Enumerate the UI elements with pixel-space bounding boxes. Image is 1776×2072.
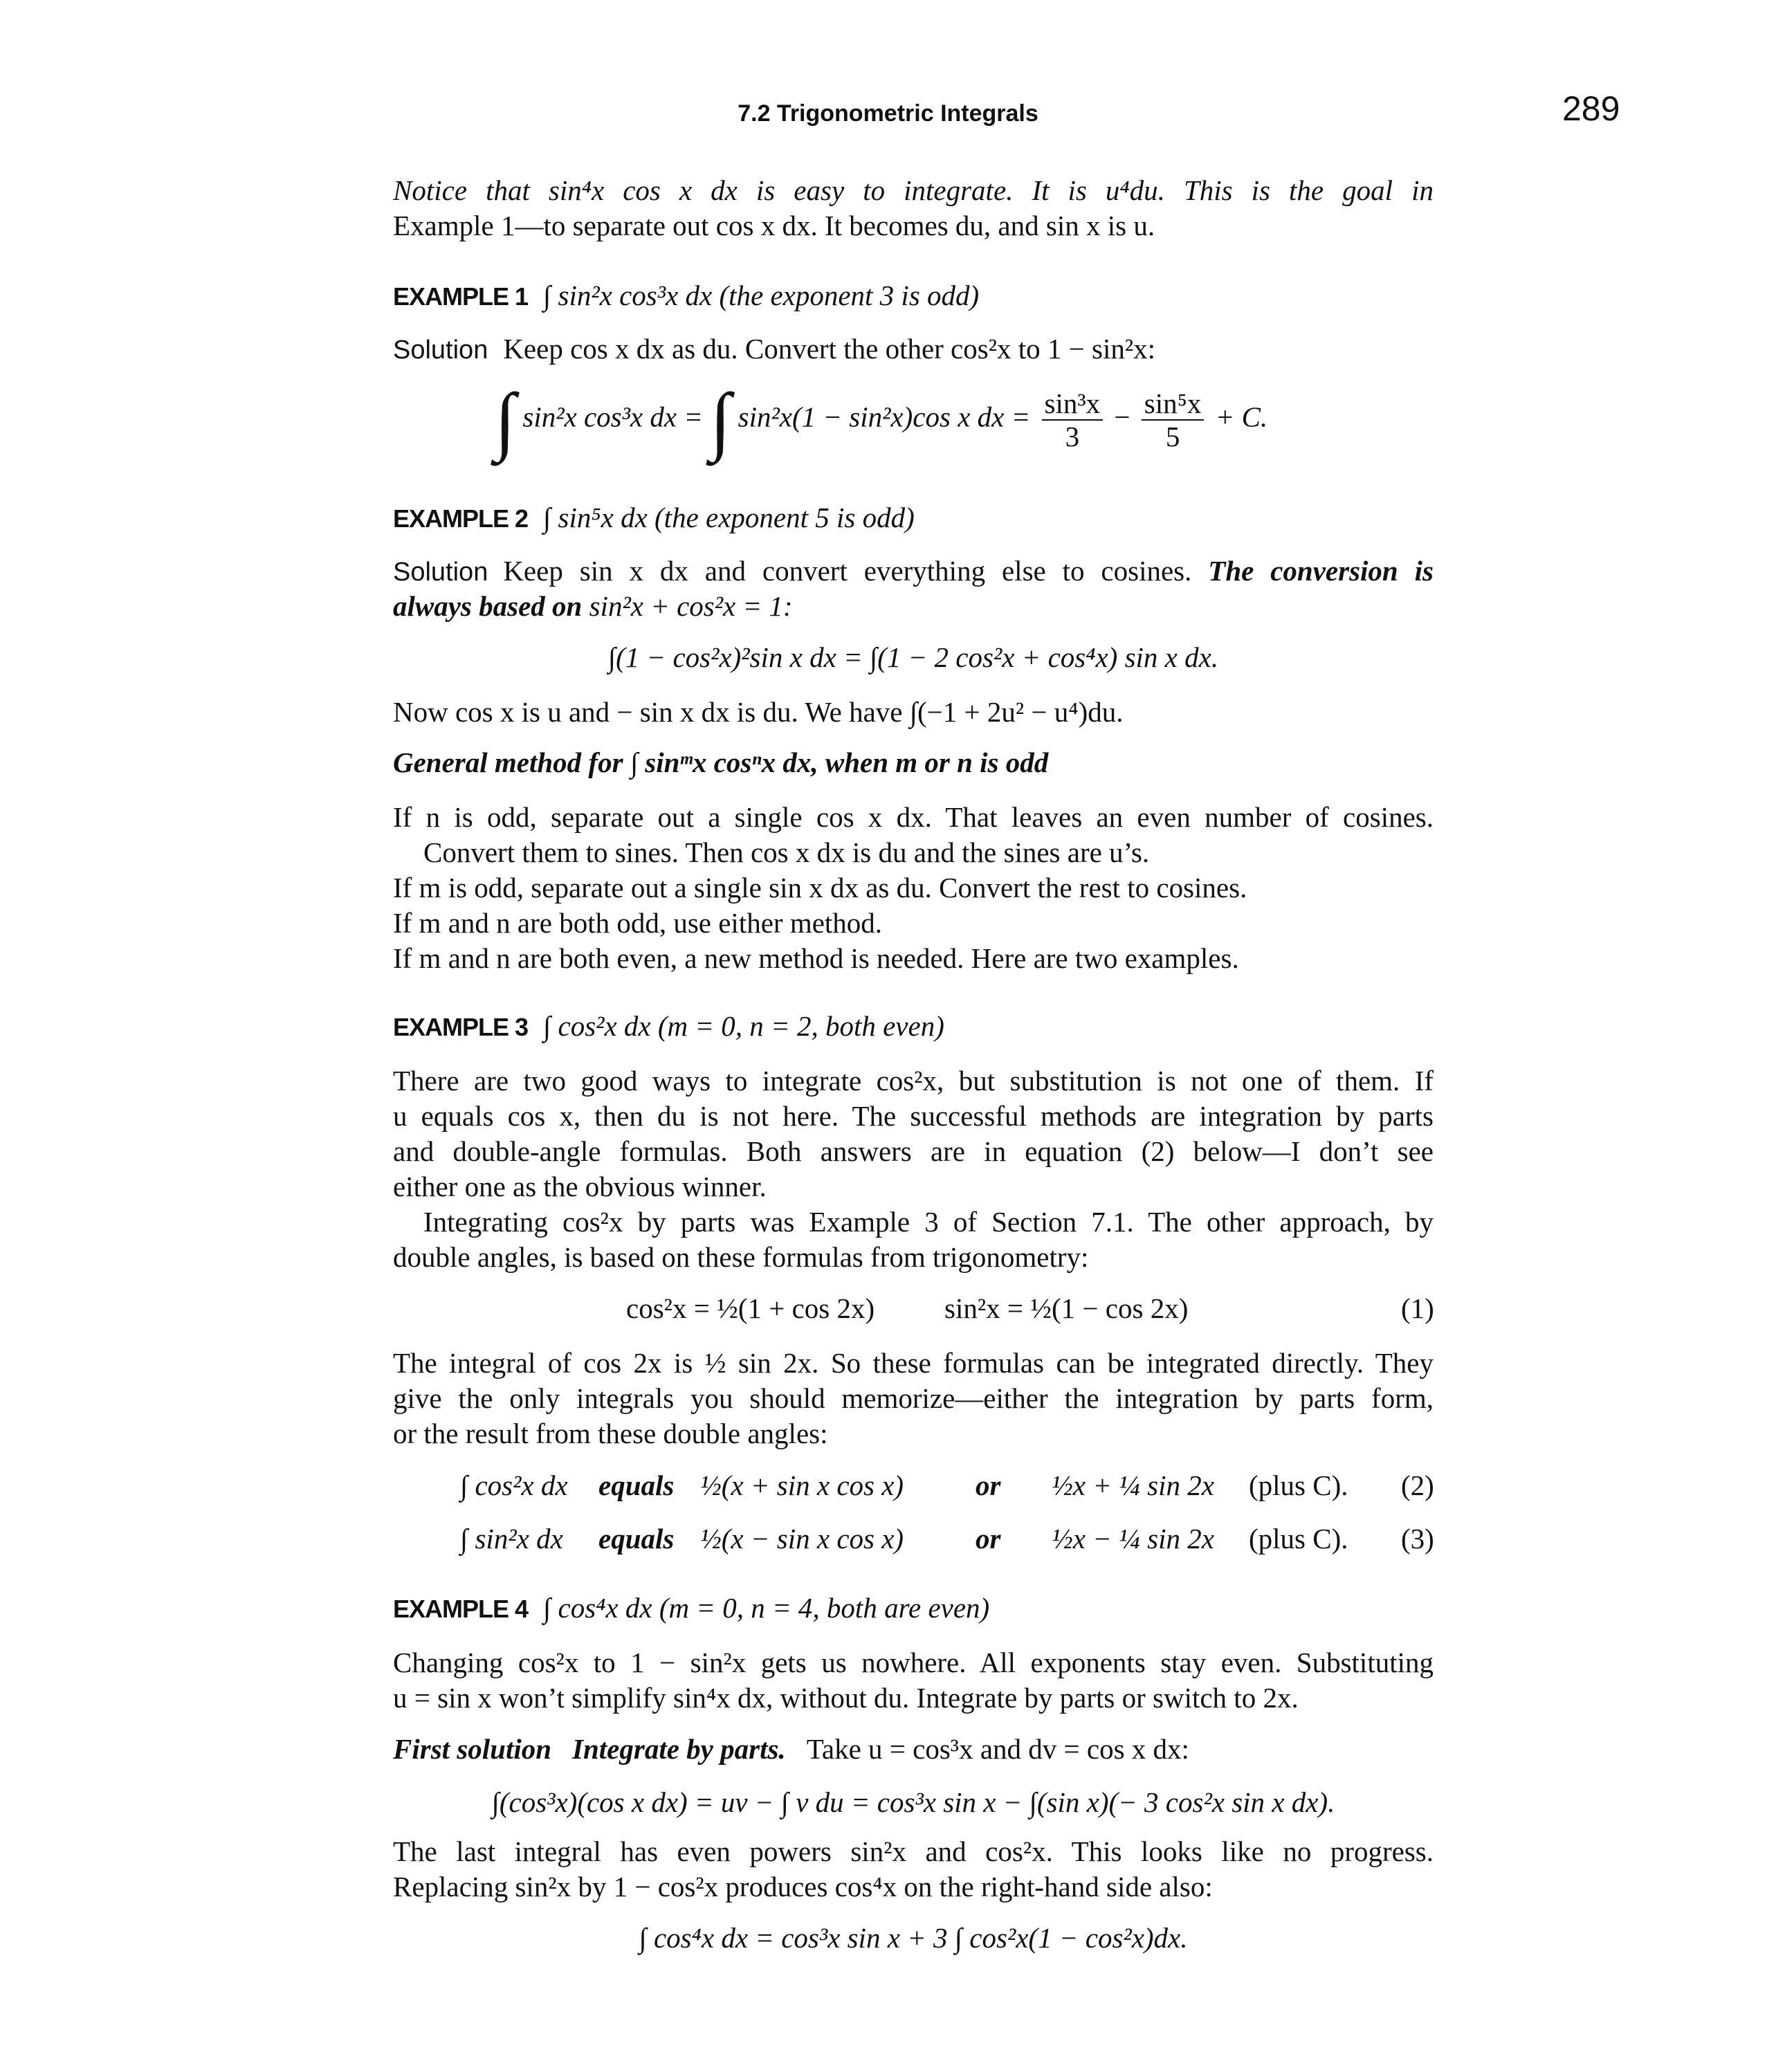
general-line: If n is odd, separate out a single cos x dx. That leaves an even number of cosines. bbox=[393, 801, 1434, 833]
emphasis: The conversion is bbox=[1208, 555, 1434, 587]
example-4-heading bbox=[393, 1590, 1434, 1626]
example-2-after: Now cos x is u and − sin x dx is du. We have ∫(−1 + 2u² − u⁴)du. bbox=[393, 696, 1124, 728]
general-line: If m and n are both even, a new method is needed. Here are two examples. bbox=[393, 942, 1239, 974]
example-label: EXAMPLE 1 bbox=[393, 282, 529, 311]
denominator: 3 bbox=[1065, 421, 1080, 452]
eq-lhs: ∫ sin²x dx bbox=[460, 1523, 563, 1555]
eq-part: − bbox=[1114, 401, 1130, 433]
page-number: 289 bbox=[1562, 89, 1620, 128]
fraction bbox=[1042, 387, 1104, 452]
equation-number: (1) bbox=[1401, 1292, 1434, 1324]
emphasis: Integrate by parts. bbox=[572, 1733, 786, 1765]
example-label: EXAMPLE 2 bbox=[393, 504, 529, 533]
eq-form-a: ½(x − sin x cos x) bbox=[700, 1523, 904, 1555]
eq-equals: equals bbox=[598, 1523, 675, 1555]
para-line: u = sin x won’t simplify sin⁴x dx, without du. Integrate by parts or switch to 2x. bbox=[393, 1682, 1299, 1714]
equation-number: (3) bbox=[1401, 1523, 1434, 1555]
eq-plus-c: (plus C). bbox=[1249, 1523, 1348, 1555]
example-1-solution bbox=[393, 331, 1434, 368]
para-line: The integral of cos 2x is ½ sin 2x. So these formulas can be integrated directly. They bbox=[393, 1347, 1434, 1379]
eq-plus-c: (plus C). bbox=[1249, 1469, 1348, 1501]
para-line: u equals cos x, then du is not here. The successful methods are integration by parts bbox=[393, 1100, 1434, 1132]
general-line: If m and n are both odd, use either method. bbox=[393, 907, 883, 939]
eq-equals: equals bbox=[598, 1469, 675, 1501]
intro-line: Notice that sin⁴x cos x dx is easy to integrate. It is u⁴du. This is the goal in bbox=[393, 174, 1434, 206]
para-line: either one as the obvious winner. bbox=[393, 1171, 767, 1202]
example-1-equation bbox=[495, 378, 1268, 462]
example-2-solution-line bbox=[393, 589, 1434, 624]
integral-sign: ∫ bbox=[495, 378, 516, 462]
parts-equation: ∫(cos³x)(cos x dx) = uv − ∫ v du = cos³x sin x − ∫(sin x)(− 3 cos²x sin x dx). bbox=[491, 1786, 1335, 1818]
final-equation: ∫ cos⁴x dx = cos³x sin x + 3 ∫ cos²x(1 − cos²x)dx. bbox=[639, 1922, 1188, 1954]
eq-form-b: ½x + ¼ sin 2x bbox=[1052, 1469, 1214, 1501]
para-line: Integrating cos²x by parts was Example 3 of Section 7.1. The other approach, by bbox=[423, 1206, 1434, 1238]
example-2-equation: ∫(1 − cos²x)²sin x dx = ∫(1 − 2 cos²x + cos⁴x) sin x dx. bbox=[607, 641, 1219, 673]
fraction bbox=[1142, 387, 1205, 452]
eq-form-a: ½(x + sin x cos x) bbox=[700, 1469, 904, 1501]
example-3-heading bbox=[393, 1009, 1434, 1045]
equation-1-b: sin²x = ½(1 − cos 2x) bbox=[944, 1292, 1189, 1324]
example-label: EXAMPLE 4 bbox=[393, 1595, 529, 1623]
eq-or: or bbox=[976, 1469, 1001, 1501]
example-1-heading bbox=[393, 278, 1434, 314]
eq-part: sin²x(1 − sin²x)cos x dx = bbox=[738, 401, 1031, 433]
first-solution-line bbox=[393, 1732, 1434, 1767]
example-title: ∫ sin⁵x dx (the exponent 5 is odd) bbox=[543, 502, 915, 533]
example-2-solution-line bbox=[393, 553, 1434, 590]
integral-sign: ∫ bbox=[710, 378, 731, 462]
equation-number: (2) bbox=[1401, 1469, 1434, 1501]
example-2-heading bbox=[393, 500, 1434, 536]
para-line: The last integral has even powers sin²x and cos²x. This looks like no progress. bbox=[393, 1835, 1434, 1867]
example-title: ∫ cos⁴x dx (m = 0, n = 4, both are even) bbox=[543, 1592, 990, 1624]
para-line: and double-angle formulas. Both answers are in equation (2) below—I don’t see bbox=[393, 1135, 1434, 1167]
example-title: ∫ sin²x cos³x dx (the exponent 3 is odd) bbox=[543, 279, 980, 311]
general-method-heading: General method for ∫ sinᵐx cosⁿx dx, when m or n is odd bbox=[393, 746, 1049, 778]
solution-text: sin²x + cos²x = 1: bbox=[589, 590, 793, 622]
first-solution-label: First solution bbox=[393, 1733, 552, 1765]
general-line: Convert them to sines. Then cos x dx is du and the sines are u’s. bbox=[423, 836, 1150, 868]
solution-text: Keep cos x dx as du. Convert the other cos²x to 1 − sin²x: bbox=[503, 333, 1156, 365]
para-line: Replacing sin²x by 1 − cos²x produces cos⁴x on the right-hand side also: bbox=[393, 1871, 1213, 1903]
equation-1-a: cos²x = ½(1 + cos 2x) bbox=[626, 1292, 875, 1324]
eq-or: or bbox=[976, 1523, 1001, 1555]
intro-line: Example 1—to separate out cos x dx. It becomes du, and sin x is u. bbox=[393, 210, 1155, 241]
general-line: If m is odd, separate out a single sin x dx as du. Convert the rest to cosines. bbox=[393, 872, 1247, 904]
para-line: give the only integrals you should memorize—either the integration by parts form, bbox=[393, 1382, 1434, 1414]
solution-text: Keep sin x dx and convert everything else to cosines. bbox=[503, 555, 1192, 587]
eq-form-b: ½x − ¼ sin 2x bbox=[1052, 1523, 1214, 1555]
para-line: Changing cos²x to 1 − sin²x gets us nowhere. All exponents stay even. Substituting bbox=[393, 1647, 1434, 1678]
para-line: There are two good ways to integrate cos²x, but substitution is not one of them. If bbox=[393, 1065, 1434, 1097]
para-line: or the result from these double angles: bbox=[393, 1418, 828, 1449]
eq-lhs: ∫ cos²x dx bbox=[460, 1469, 568, 1501]
emphasis: always based on bbox=[393, 590, 583, 622]
eq-part: + C. bbox=[1215, 401, 1268, 433]
para-text: Take u = cos³x and dv = cos x dx: bbox=[806, 1733, 1189, 1765]
para-line: double angles, is based on these formulas from trigonometry: bbox=[393, 1241, 1089, 1273]
numerator: sin³x bbox=[1042, 387, 1104, 421]
example-label: EXAMPLE 3 bbox=[393, 1013, 529, 1041]
example-title: ∫ cos²x dx (m = 0, n = 2, both even) bbox=[543, 1010, 944, 1042]
numerator: sin⁵x bbox=[1142, 387, 1205, 421]
eq-part: sin²x cos³x dx = bbox=[522, 401, 703, 433]
running-header: 7.2 Trigonometric Integrals bbox=[738, 100, 1038, 127]
denominator: 5 bbox=[1165, 421, 1180, 452]
solution-label: Solution bbox=[393, 336, 488, 365]
solution-label: Solution bbox=[393, 558, 488, 587]
